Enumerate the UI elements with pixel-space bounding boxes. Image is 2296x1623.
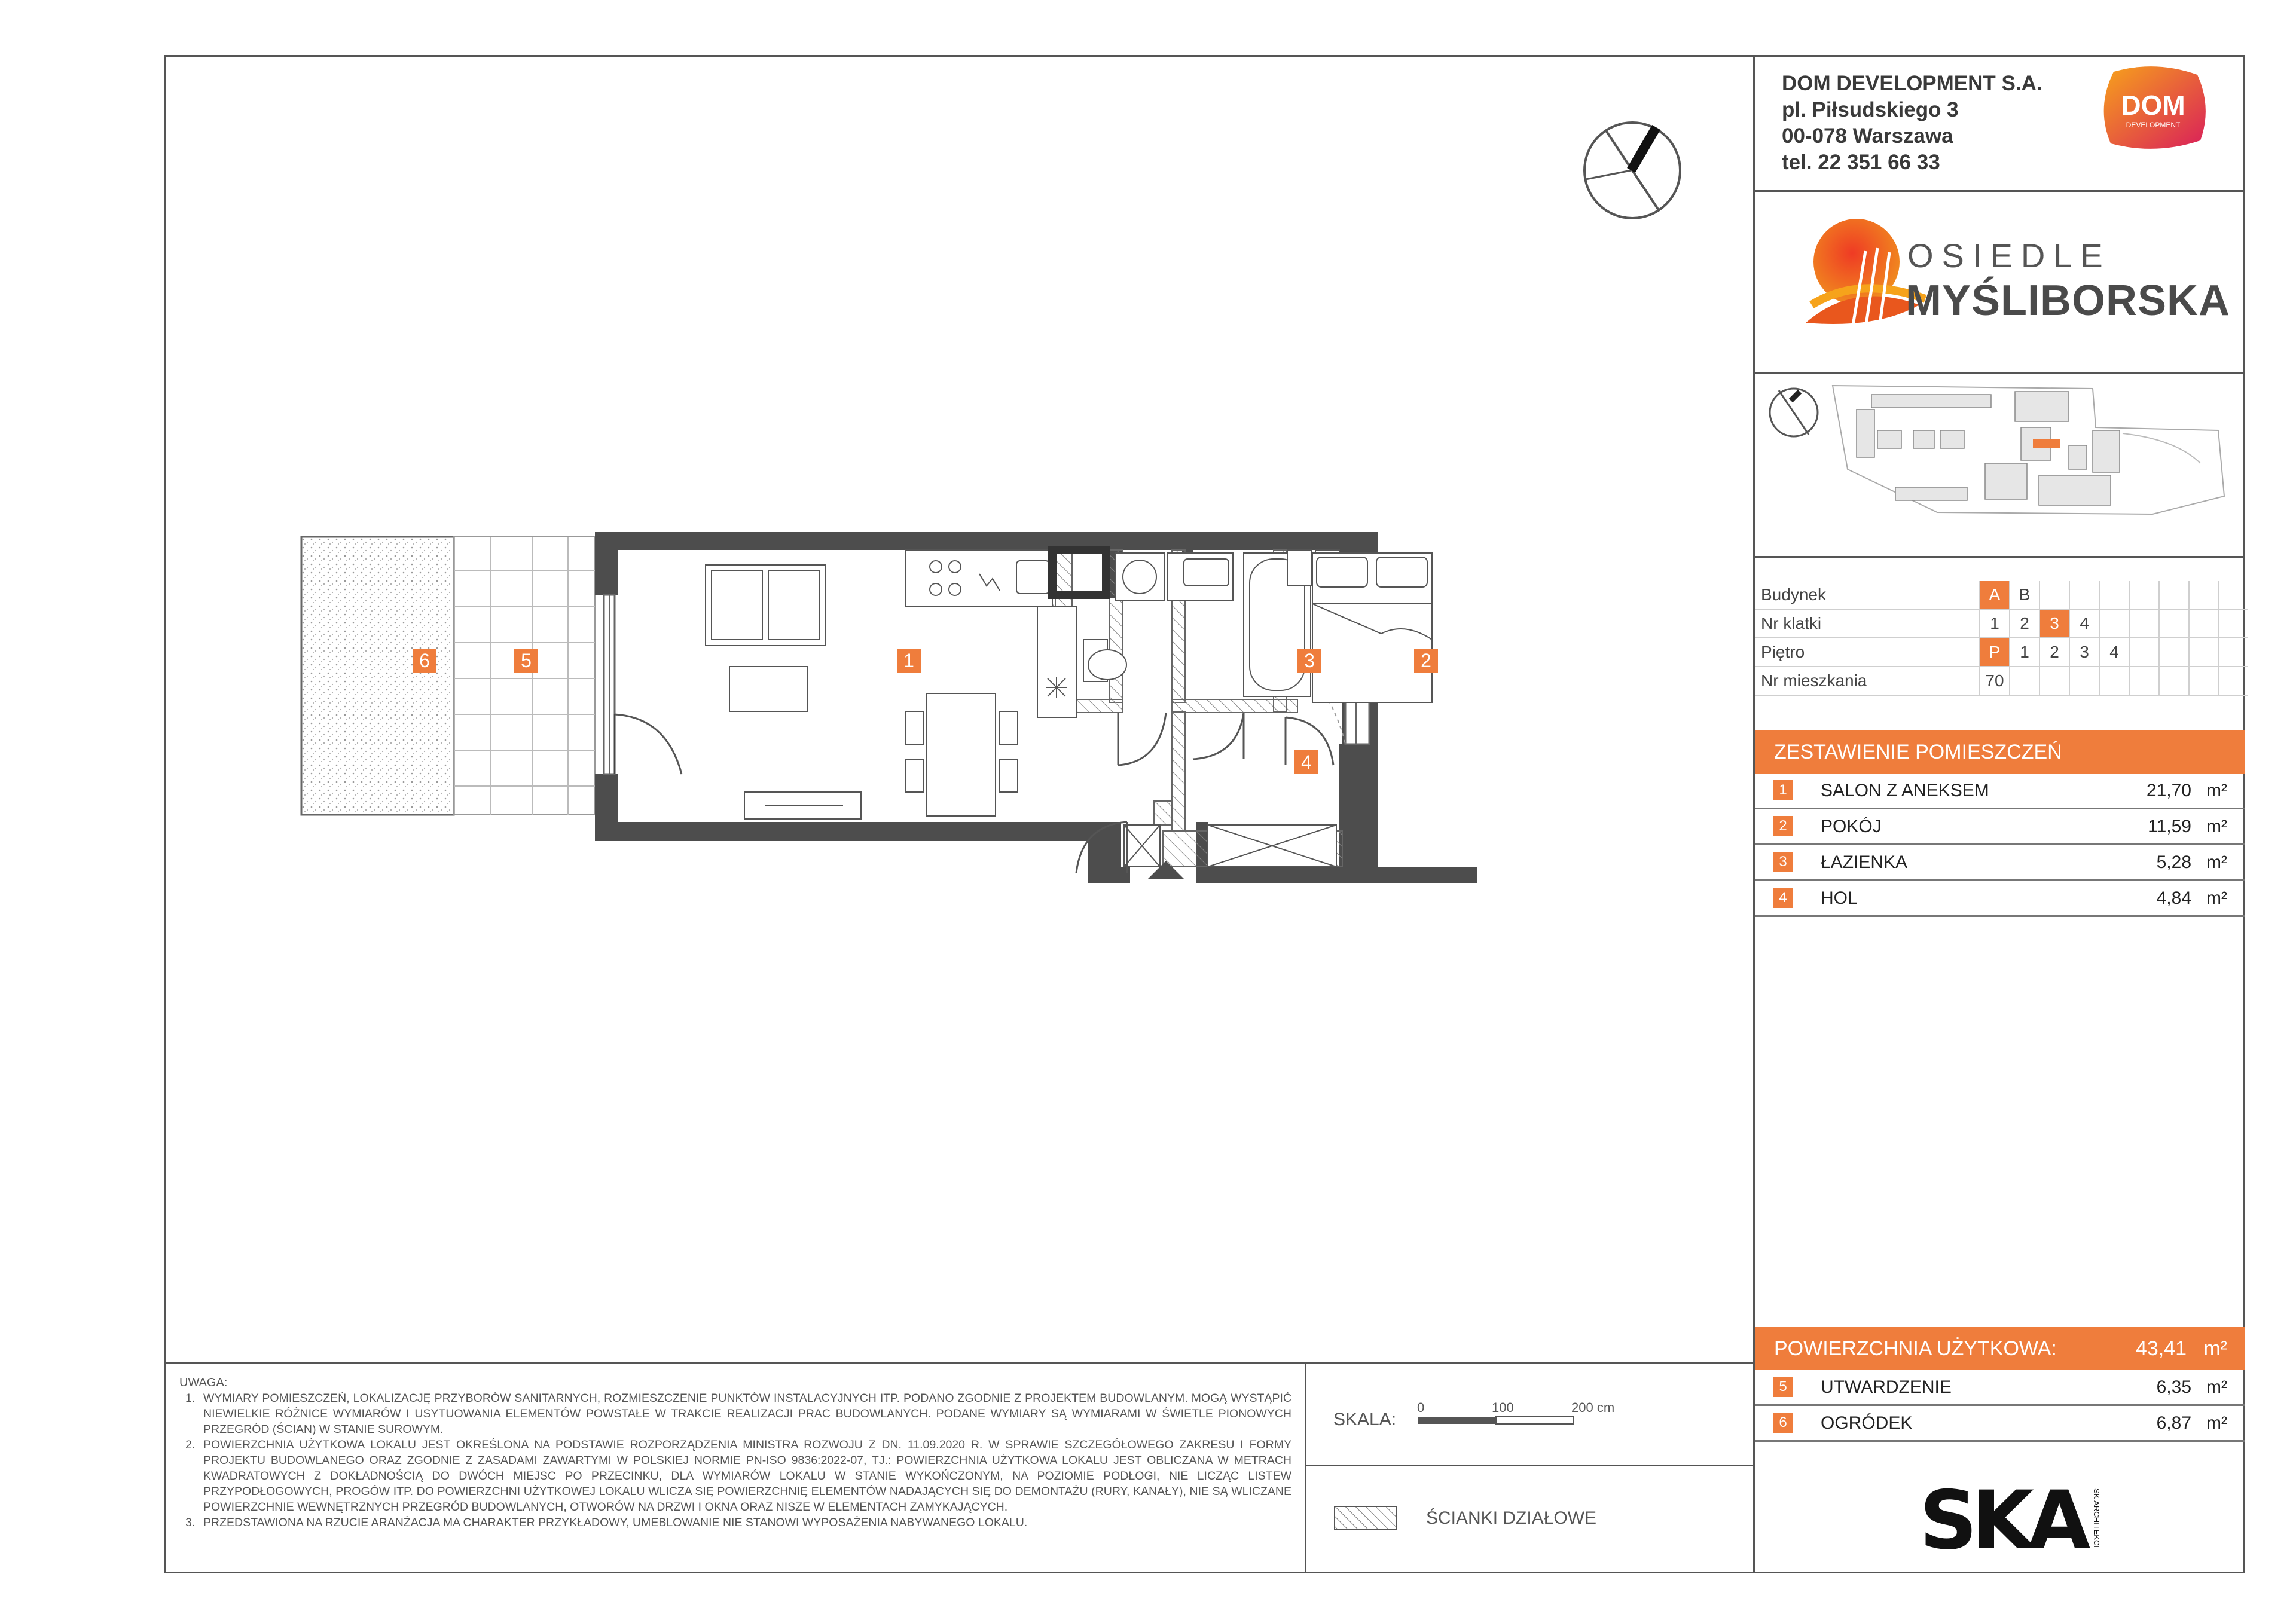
room-number: 1: [1773, 780, 1793, 800]
apartment-row: [1755, 667, 2248, 695]
scale-tick-100: 100: [1492, 1400, 1514, 1415]
extra-number: 6: [1773, 1413, 1793, 1433]
plan-tag-4: 4: [1294, 750, 1318, 774]
room-row: [1755, 881, 2245, 917]
company-name: DOM DEVELOPMENT S.A.: [1782, 72, 2042, 95]
usable-area-bar: [1755, 1327, 2245, 1370]
usable-area-label: POWIERZCHNIA UŻYTKOWA:: [1774, 1337, 2057, 1360]
room-number: 2: [1773, 816, 1793, 836]
company-city: 00-078 Warszawa: [1782, 124, 1953, 148]
divider: [1755, 556, 2245, 558]
company-street: pl. Piłsudskiego 3: [1782, 98, 1959, 121]
site-map: [1758, 374, 2245, 553]
sk-logo-text: SKA: [1919, 1474, 2085, 1567]
building-a: A: [1980, 581, 2010, 609]
plan-tag-2: 2: [1414, 649, 1438, 673]
note-item: 1. WYMIARY POMIESZCZEŃ, LOKALIZACJĘ PRZYBORÓW SANITARNYCH, ROZMIESZCZENIE PUNKTÓW INSTALACYJNYCH ITP. PODANO ZGODNIE Z PROJEKTEM BUDOWLANYM. MOGĄ WYSTĄPIĆ NIEWIELKIE RÓŻNICE WYMIARÓW I USYTUOWANIA ELEMENTÓW POWSTAŁE W TRAKCIE REALIZACJI PRAC BUDOWLANYCH. PODANE WYMIARY SĄ WYMIARAMI W ŚWIETLE PIONOWYCH PRZEGRÓD (ŚCIAN) W STANIE SUROWYM.: [185, 1392, 1292, 1436]
room-area: 11,59 m²: [2148, 817, 2227, 836]
rooms-header: [1755, 730, 2245, 774]
scale-label: SKALA:: [1333, 1410, 1397, 1429]
footer-divider: [164, 1362, 1755, 1364]
staircase-label: Nr klatki: [1755, 609, 1980, 638]
extra-row: [1755, 1370, 2245, 1406]
legend-label: ŚCIANKI DZIAŁOWE: [1426, 1508, 1597, 1528]
building-label: Budynek: [1755, 581, 1980, 609]
room-area: 4,84 m²: [2156, 888, 2227, 908]
plan-tag-3: 3: [1297, 649, 1321, 673]
room-number: 3: [1773, 852, 1793, 872]
floor-plan: [293, 520, 1656, 891]
apartment-number: 70: [1980, 667, 2010, 695]
room-row: [1755, 809, 2245, 845]
north-arrow-icon: [1578, 117, 1686, 224]
floor-4: 4: [2099, 638, 2129, 667]
scale-tick-0: 0: [1417, 1400, 1425, 1415]
rooms-list: [1755, 774, 2245, 917]
scale-bar: [1411, 1399, 1638, 1429]
scale-tick-200: 200 cm: [1571, 1400, 1615, 1415]
note-item: 2. POWIERZCHNIA UŻYTKOWA LOKALU JEST OKREŚLONA NA PODSTAWIE ROZPORZĄDZENIA MINISTRA ROZWOJU Z DN. 11.09.2020 R. W SPRAWIE SZCZEGÓŁOWEGO ZAKRESU I FORMY PROJEKTU BUDOWLANEGO ORAZ ZGODNIE Z ZASADAMI ZAWARTYMI W POLSKIEJ NORMIE PN-ISO 9836:2022-07, TJ.: POWIERZCHNIA UŻYTKOWA LOKALU JEST OBLICZANA W METRACH KWADRATOWYCH Z DOKŁADNOŚCIĄ DO DWÓCH MIEJSC PO PRZECINKU, DLA WYMIARÓW LOKALU W STANIE WYKOŃCZONYM, NA POZIOMIE PODŁOGI, NIE LICZĄC LISTEW PRZYPODŁOGOWYCH, PROGÓW ITP. DO POWIERZCHNI UŻYTKOWEJ LOKALU WLICZA SIĘ POWIERZCHNIĘ ELEMENTÓW NADAJĄCYCH SIĘ DO DEMONTAŻU (RURY, KANAŁY), NIE SĄ WLICZANE POWIERZCHNIE WEWNĘTRZNYCH PRZEGRÓD BUDOWLANYCH, OTWORÓW NA DRZWI I OKNA ORAZ NISZE W ELEMENTACH ZAMYKAJĄCYCH.: [185, 1438, 1292, 1514]
logo-text-dom: DOM: [2121, 90, 2185, 121]
extra-name: OGRÓDEK: [1821, 1413, 1913, 1433]
sk-architekci-logo: [1919, 1474, 2101, 1567]
staircase-1: 1: [1980, 609, 2010, 638]
floor-p: P: [1980, 638, 2010, 667]
room-area: 21,70 m²: [2146, 781, 2227, 800]
floor-row: [1755, 638, 2248, 667]
extra-name: UTWARDZENIE: [1821, 1377, 1952, 1397]
room-name: SALON Z ANEKSEM: [1821, 781, 1989, 800]
building-b: B: [2010, 581, 2039, 609]
project-name-line1: OSIEDLE: [1907, 237, 2111, 274]
room-name: ŁAZIENKA: [1821, 852, 1908, 872]
building-row: [1755, 581, 2248, 609]
room-area: 5,28 m²: [2156, 852, 2227, 872]
logo-text-development: DEVELOPMENT: [2126, 121, 2181, 129]
footer-divider: [1305, 1465, 1753, 1466]
garden-area: [301, 537, 454, 815]
usable-area-value: 43,41 m²: [2135, 1337, 2227, 1360]
sk-logo-sub: SK ARCHITEKCI: [2092, 1488, 2101, 1548]
room-row: [1755, 774, 2245, 809]
room-number: 4: [1773, 888, 1793, 908]
plan-tag-1: 1: [897, 649, 921, 673]
divider: [1755, 190, 2245, 192]
company-address: [1782, 71, 2042, 176]
notes-title: UWAGA:: [179, 1376, 228, 1389]
apartment-label: Nr mieszkania: [1755, 667, 1980, 695]
room-name: HOL: [1821, 888, 1858, 908]
staircase-row: [1755, 609, 2248, 638]
staircase-4: 4: [2069, 609, 2099, 638]
rooms-header-text: ZESTAWIENIE POMIESZCZEŃ: [1774, 741, 2062, 763]
apartment-info-table: [1755, 581, 2248, 696]
staircase-3: 3: [2039, 609, 2069, 638]
extra-row: [1755, 1406, 2245, 1442]
legend-hatch-icon: [1333, 1505, 1399, 1532]
plan-tag-6: 6: [413, 649, 436, 673]
extra-area: 6,87 m²: [2156, 1413, 2227, 1433]
room-name: POKÓJ: [1821, 817, 1882, 836]
extra-number: 5: [1773, 1377, 1793, 1397]
extra-area: 6,35 m²: [2156, 1377, 2227, 1397]
site-north-arrow: [1770, 389, 1818, 436]
extras-list: [1755, 1370, 2245, 1442]
company-phone: tel. 22 351 66 33: [1782, 151, 1940, 174]
floor-1: 1: [2010, 638, 2039, 667]
terrace-area: [454, 537, 595, 815]
project-name-line2: MYŚLIBORSKA: [1906, 277, 2231, 325]
note-item: 3. PRZEDSTAWIONA NA RZUCIE ARANŻACJA MA CHARAKTER PRZYKŁADOWY, UMEBLOWANIE NIE STANOWI WYPOSAŻENIA NABYWANEGO LOKALU.: [185, 1516, 1028, 1529]
plan-tag-5: 5: [514, 649, 538, 673]
floor-3: 3: [2069, 638, 2099, 667]
footer-divider: [1305, 1362, 1306, 1573]
staircase-2: 2: [2010, 609, 2039, 638]
floor-label: Piętro: [1755, 638, 1980, 667]
wardrobe: [1124, 825, 1336, 867]
notes: [179, 1375, 1292, 1530]
floor-2: 2: [2039, 638, 2069, 667]
room-row: [1755, 845, 2245, 881]
dom-development-logo: [2096, 66, 2210, 155]
